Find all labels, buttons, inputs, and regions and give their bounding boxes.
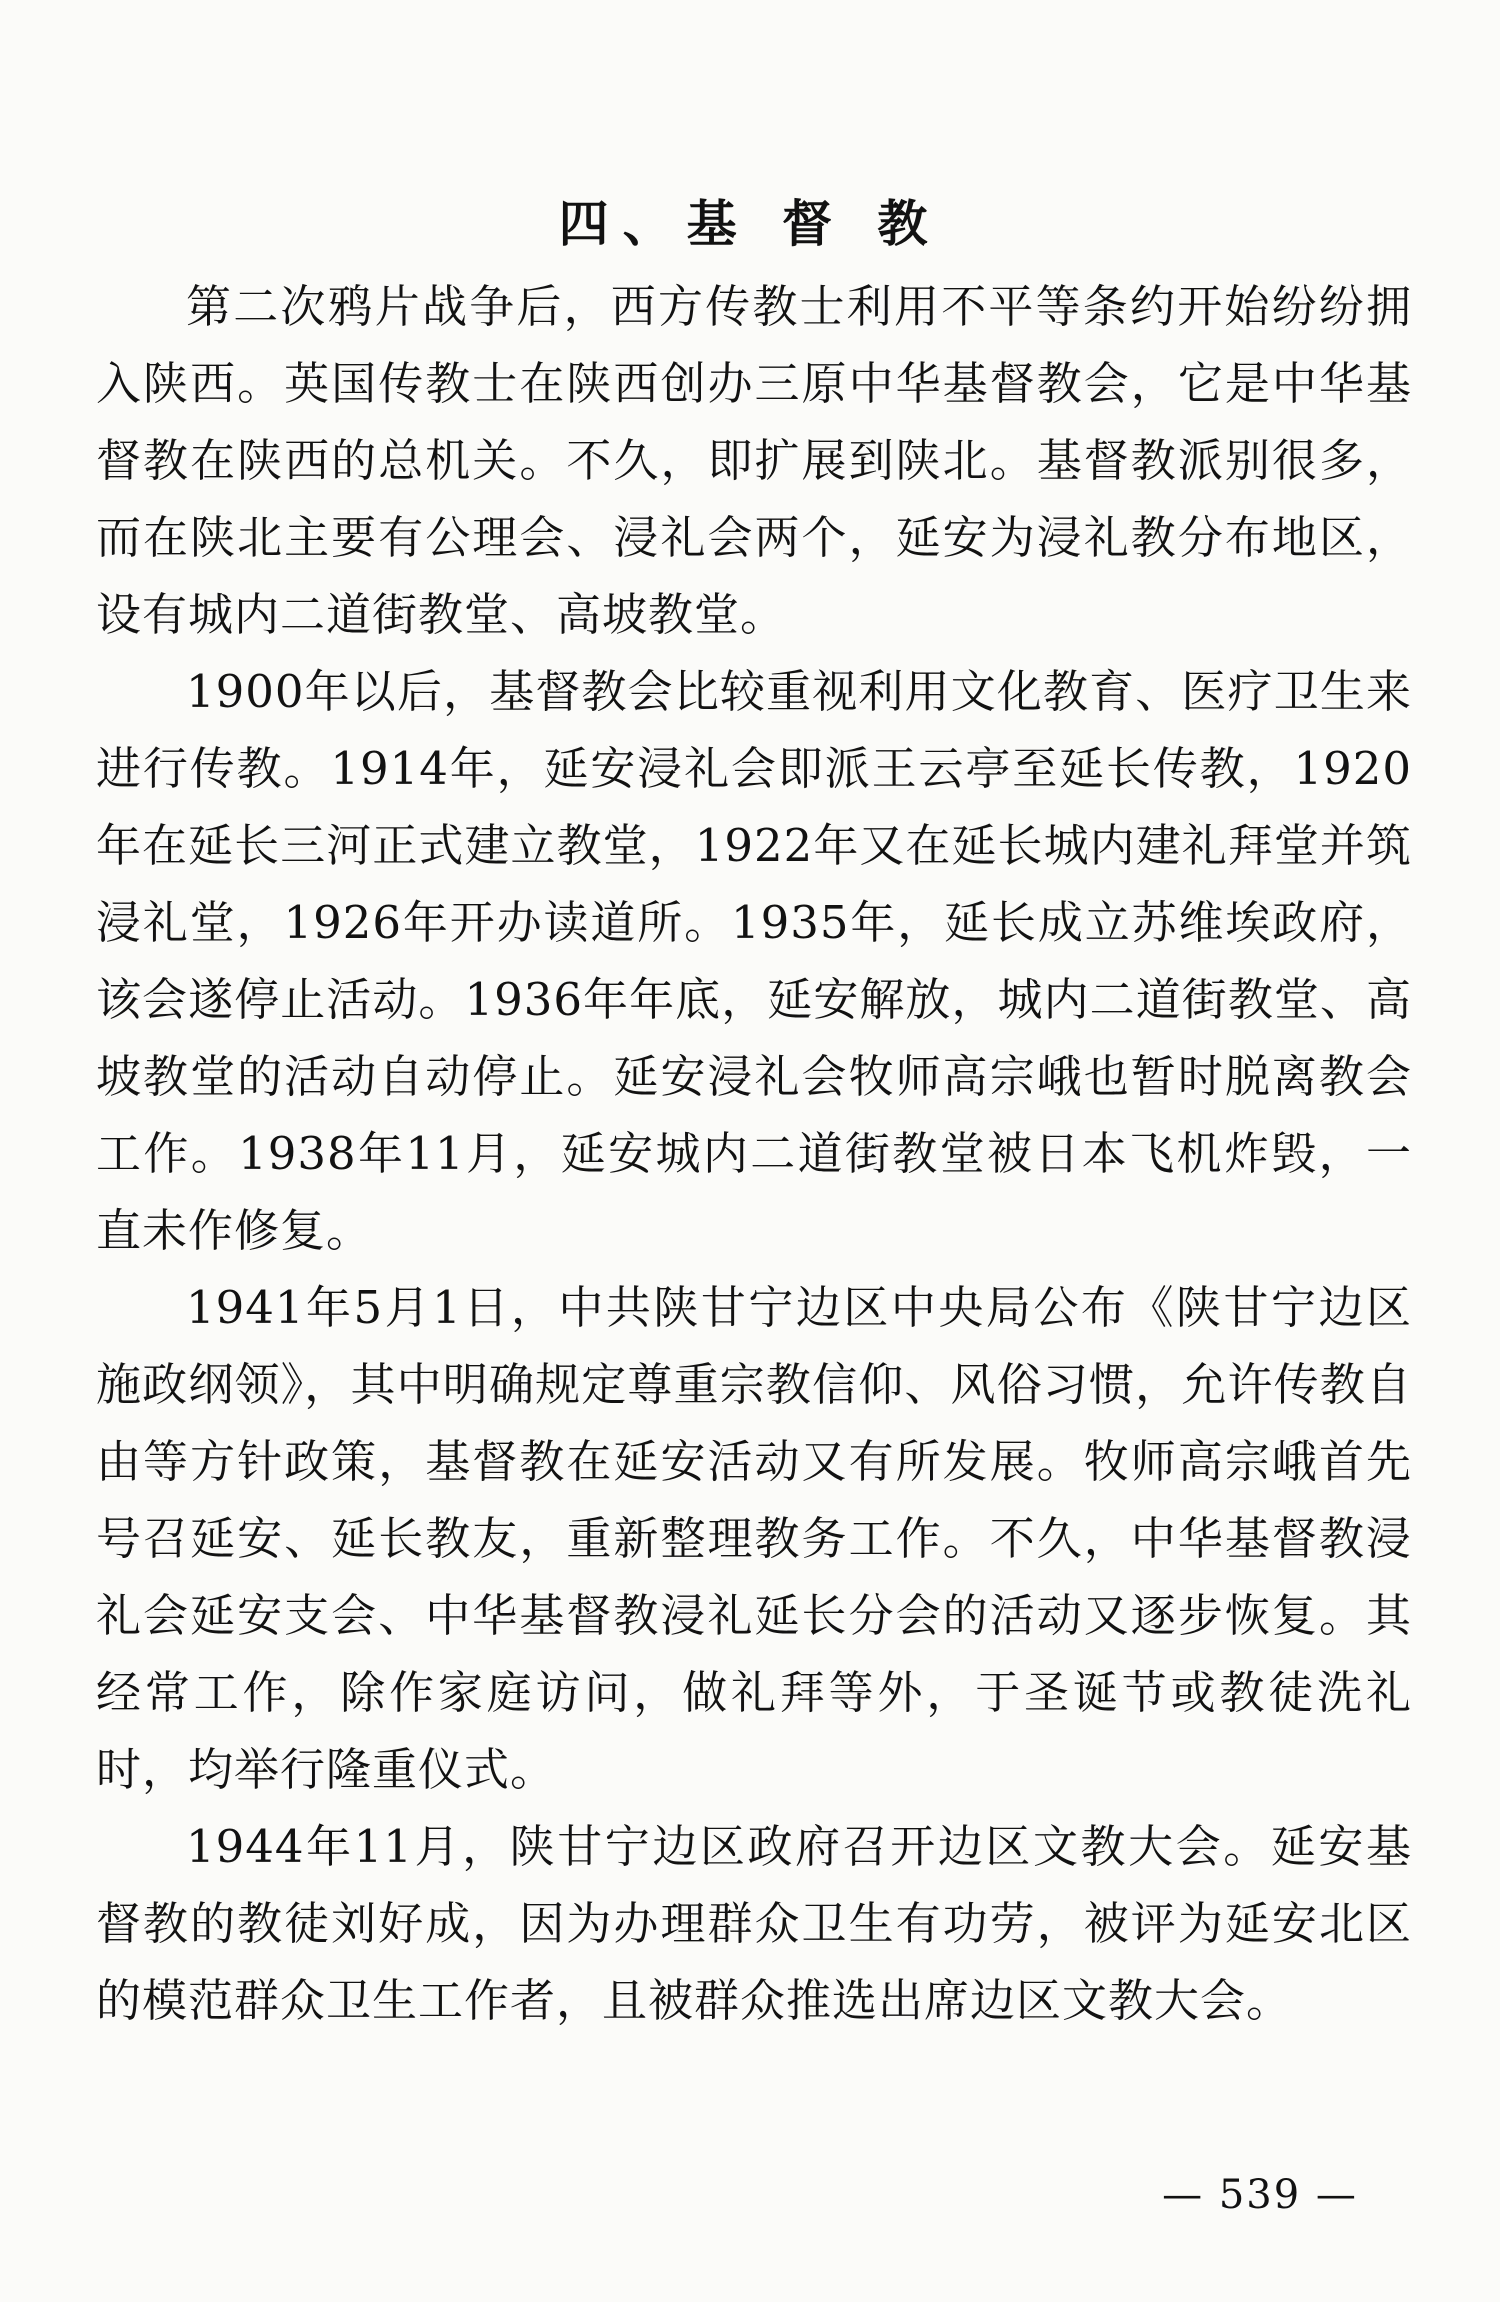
paragraph-3: 1941年5月1日，中共陕甘宁边区中央局公布《陕甘宁边区施政纲领》，其中明确规定尊重宗教信仰、风俗习惯，允许传教自由等方针政策，基督教在延安活动又有所发展。牧师高宗峨首先号召延安、延长教友，重新整理教务工作。不久，中华基督教浸礼会延安支会、中华基督教浸礼延长分会的活动又逐步恢复。其经常工作，除作家庭访问，做礼拜等外，于圣诞节或教徒洗礼时，均举行隆重仪式。: [96, 1281, 1412, 1796]
paragraph-2: 1900年以后，基督教会比较重视利用文化教育、医疗卫生来进行传教。1914年，延安浸礼会即派王云亭至延长传教，1920年在延长三河正式建立教堂，1922年又在延长城内建礼拜堂并筑浸礼堂，1926年开办读道所。1935年，延长成立苏维埃政府，该会遂停止活动。1936年年底，延安解放，城内二道街教堂、高坡教堂的活动自动停止。延安浸礼会牧师高宗峨也暂时脱离教会工作。1938年11月，延安城内二道街教堂被日本飞机炸毁，一直未作修复。: [96, 665, 1412, 1257]
paragraph-4: 1944年11月，陕甘宁边区政府召开边区文教大会。延安基督教的教徒刘好成，因为办理群众卫生有功劳，被评为延安北区的模范群众卫生工作者，且被群众推选出席边区文教大会。: [96, 1820, 1412, 2027]
body-text: [96, 268, 1412, 2039]
section-title: 四、基 督 教: [558, 193, 942, 253]
paragraph-1: 第二次鸦片战争后，西方传教士利用不平等条约开始纷纷拥入陕西。英国传教士在陕西创办三原中华基督教会，它是中华基督教在陕西的总机关。不久，即扩展到陕北。基督教派别很多，而在陕北主要有公理会、浸礼会两个，延安为浸礼教分布地区，设有城内二道街教堂、高坡教堂。: [96, 280, 1412, 641]
page-number: — 539 —: [1162, 2172, 1358, 2218]
